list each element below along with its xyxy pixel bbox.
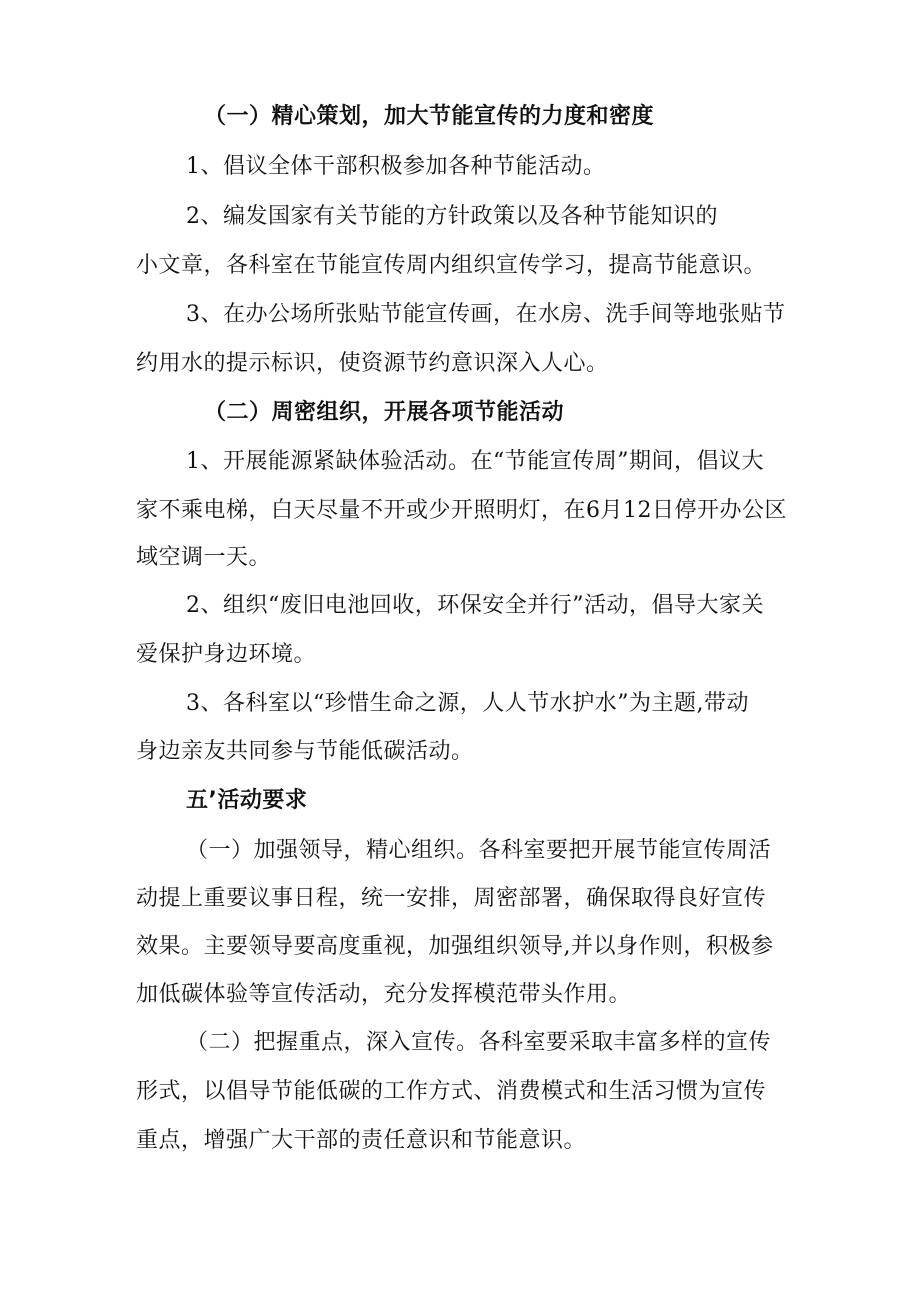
section-heading-2: （二）周密组织，开展各项节能活动: [204, 400, 565, 425]
paragraph-line: 约用水的提示标识，使资源节约意识深入人心。: [136, 351, 609, 376]
paragraph-line: 域空调一天。: [136, 545, 272, 570]
section-heading-5: 五’活动要求: [186, 788, 308, 813]
paragraph-line: 形式，以倡导节能低碳的工作方式、消费模式和生活习惯为宣传: [136, 1079, 767, 1104]
paragraph-line: 动提上重要议事日程，统一安排，周密部署，确保取得良好宣传: [136, 886, 767, 911]
paragraph-line: 效果。主要领导要高度重视，加强组织领导,并以身作则，积极参: [136, 934, 774, 959]
paragraph-line: 1、倡议全体干部积极参加各种节能活动。: [186, 154, 606, 179]
paragraph-line: 2、组织“废旧电池回收，环保安全并行”活动，倡导大家关: [186, 593, 764, 618]
paragraph-line: 小文章，各科室在节能宣传周内组织宣传学习，提高节能意识。: [136, 253, 767, 278]
section-heading-1: （一）精心策划，加大节能宣传的力度和密度: [204, 104, 655, 129]
paragraph-line: 3、各科室以“珍惜生命之源，人人节水护水”为主题,带动: [186, 691, 749, 716]
paragraph-line: 加低碳体验等宣传活动，充分发挥模范带头作用。: [136, 982, 632, 1007]
paragraph-line: 3、在办公场所张贴节能宣传画，在水房、洗手间等地张贴节: [186, 302, 786, 327]
paragraph-line: 家不乘电梯，白天尽量不开或少开照明灯，在6月12日停开办公区: [136, 498, 787, 523]
paragraph-line: （一）加强领导，精心组织。各科室要把开展节能宣传周活: [186, 838, 772, 863]
paragraph-line: 重点，增强广大干部的责任意识和节能意识。: [136, 1128, 587, 1153]
paragraph-line: （二）把握重点，深入宣传。各科室要采取丰富多样的宣传: [186, 1030, 772, 1055]
paragraph-line: 身边亲友共同参与节能低碳活动。: [136, 739, 474, 764]
paragraph-line: 2、编发国家有关节能的方针政策以及各种节能知识的: [186, 204, 718, 229]
paragraph-line: 1、开展能源紧缺体验活动。在“节能宣传周”期间，倡议大: [186, 449, 764, 474]
paragraph-line: 爱保护身边环境。: [136, 642, 317, 667]
